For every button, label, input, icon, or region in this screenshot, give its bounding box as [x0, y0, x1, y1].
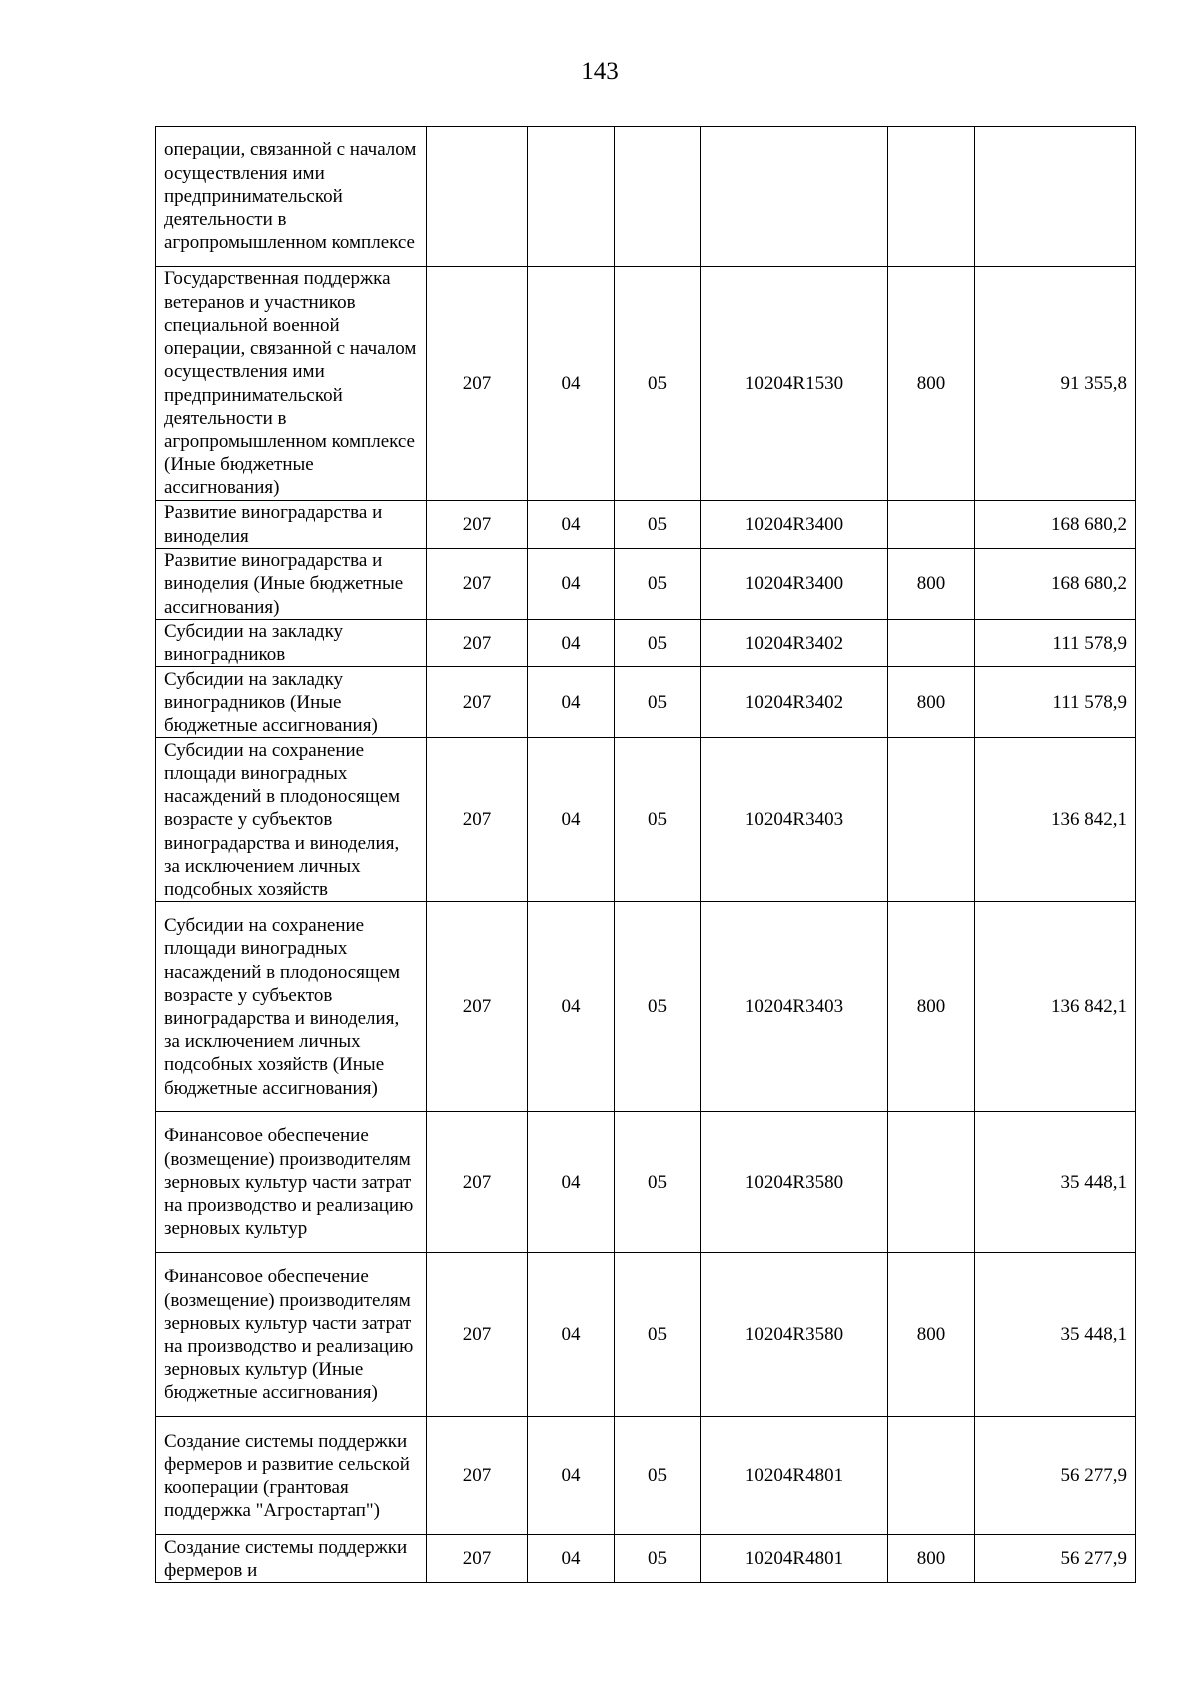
sum-cell: 136 842,1 [975, 738, 1136, 902]
table-row [156, 501, 1136, 549]
row-name-cell [156, 902, 427, 1112]
sum-cell [975, 127, 1136, 267]
sum-cell: 168 680,2 [975, 549, 1136, 620]
row-name: Финансовое обеспечение (возмещение) производителям зерновых культур части затрат на производство и реализацию зерновых культур (Иные бюджетные ассигнования) [164, 1266, 414, 1404]
vr-cell [888, 620, 975, 667]
ved-cell: 207 [427, 1535, 528, 1583]
row-name: Государственная поддержка ветеранов и участников специальной военной операции, связанной с началом осуществления ими предпринимательской деятельности в агропромышленном комплексе (Иные бюджетные ассигнования) [164, 268, 417, 499]
vr-cell: 800 [888, 667, 975, 738]
vr-cell [888, 1417, 975, 1535]
row-name: Финансовое обеспечение (возмещение) производителям зерновых культур части затрат на производство и реализацию зерновых культур [164, 1125, 414, 1240]
pr-cell: 05 [615, 1112, 701, 1253]
row-name-cell [156, 1417, 427, 1535]
table-row [156, 738, 1136, 902]
pr-cell: 05 [615, 1417, 701, 1535]
csr-cell: 10204R4801 [701, 1417, 888, 1535]
row-name-cell [156, 738, 427, 902]
pr-cell: 05 [615, 738, 701, 902]
csr-cell: 10204R3580 [701, 1253, 888, 1417]
row-name-cell [156, 620, 427, 667]
vr-cell: 800 [888, 549, 975, 620]
table-row [156, 267, 1136, 501]
csr-cell: 10204R3403 [701, 902, 888, 1112]
rz-cell: 04 [528, 1112, 615, 1253]
pr-cell [615, 127, 701, 267]
pr-cell: 05 [615, 1253, 701, 1417]
row-name-cell [156, 127, 427, 267]
row-name: Субсидии на сохранение площади виноградных насаждений в плодоносящем возрасте у субъектов виноградарства и виноделия, за исключением личных подсобных хозяйств [164, 739, 401, 900]
ved-cell [427, 127, 528, 267]
vr-cell: 800 [888, 902, 975, 1112]
ved-cell: 207 [427, 501, 528, 549]
row-name-cell [156, 1253, 427, 1417]
csr-cell: 10204R3402 [701, 620, 888, 667]
sum-cell: 35 448,1 [975, 1112, 1136, 1253]
row-name: Создание системы поддержки фермеров и [164, 1536, 408, 1581]
row-name: Субсидии на закладку виноградников [164, 621, 344, 666]
ved-cell: 207 [427, 1253, 528, 1417]
rz-cell: 04 [528, 620, 615, 667]
rz-cell [528, 127, 615, 267]
pr-cell: 05 [615, 1535, 701, 1583]
sum-cell: 136 842,1 [975, 902, 1136, 1112]
table-row [156, 1112, 1136, 1253]
ved-cell: 207 [427, 667, 528, 738]
rz-cell: 04 [528, 1535, 615, 1583]
row-name: Развитие виноградарства и виноделия (Иные бюджетные ассигнования) [164, 550, 404, 618]
sum-cell: 111 578,9 [975, 620, 1136, 667]
row-name: операции, связанной с началом осуществления ими предпринимательской деятельности в агропромышленном комплексе [164, 139, 417, 254]
rz-cell: 04 [528, 738, 615, 902]
vr-cell [888, 501, 975, 549]
sum-cell: 111 578,9 [975, 667, 1136, 738]
row-name: Субсидии на сохранение площади виноградных насаждений в плодоносящем возрасте у субъектов виноградарства и виноделия, за исключением личных подсобных хозяйств (Иные бюджетные ассигнования) [164, 915, 401, 1099]
ved-cell: 207 [427, 1417, 528, 1535]
sum-cell: 56 277,9 [975, 1535, 1136, 1583]
csr-cell: 10204R1530 [701, 267, 888, 501]
row-name-cell [156, 1535, 427, 1583]
row-name-cell [156, 667, 427, 738]
vr-cell: 800 [888, 1253, 975, 1417]
csr-cell: 10204R4801 [701, 1535, 888, 1583]
csr-cell: 10204R3400 [701, 501, 888, 549]
rz-cell: 04 [528, 902, 615, 1112]
table-row [156, 549, 1136, 620]
pr-cell: 05 [615, 667, 701, 738]
table-row [156, 1535, 1136, 1583]
row-name-cell [156, 501, 427, 549]
row-name-cell [156, 1112, 427, 1253]
page-number: 143 [581, 58, 619, 85]
vr-cell: 800 [888, 267, 975, 501]
rz-cell: 04 [528, 667, 615, 738]
row-name: Субсидии на закладку виноградников (Иные бюджетные ассигнования) [164, 668, 378, 736]
table-row [156, 127, 1136, 267]
rz-cell: 04 [528, 1417, 615, 1535]
csr-cell: 10204R3400 [701, 549, 888, 620]
sum-cell: 91 355,8 [975, 267, 1136, 501]
csr-cell: 10204R3580 [701, 1112, 888, 1253]
sum-cell: 35 448,1 [975, 1253, 1136, 1417]
rz-cell: 04 [528, 267, 615, 501]
table-row [156, 1417, 1136, 1535]
ved-cell: 207 [427, 1112, 528, 1253]
sum-cell: 168 680,2 [975, 501, 1136, 549]
row-name-cell [156, 267, 427, 501]
vr-cell: 800 [888, 1535, 975, 1583]
table-row [156, 902, 1136, 1112]
budget-table [155, 126, 1136, 1583]
vr-cell [888, 127, 975, 267]
sum-cell: 56 277,9 [975, 1417, 1136, 1535]
rz-cell: 04 [528, 549, 615, 620]
row-name-cell [156, 549, 427, 620]
ved-cell: 207 [427, 267, 528, 501]
rz-cell: 04 [528, 501, 615, 549]
ved-cell: 207 [427, 549, 528, 620]
csr-cell: 10204R3402 [701, 667, 888, 738]
pr-cell: 05 [615, 620, 701, 667]
vr-cell [888, 1112, 975, 1253]
table-row [156, 1253, 1136, 1417]
csr-cell: 10204R3403 [701, 738, 888, 902]
ved-cell: 207 [427, 738, 528, 902]
ved-cell: 207 [427, 620, 528, 667]
table-row [156, 667, 1136, 738]
ved-cell: 207 [427, 902, 528, 1112]
pr-cell: 05 [615, 501, 701, 549]
pr-cell: 05 [615, 902, 701, 1112]
row-name: Развитие виноградарства и виноделия [164, 502, 383, 547]
table-row [156, 620, 1136, 667]
pr-cell: 05 [615, 549, 701, 620]
pr-cell: 05 [615, 267, 701, 501]
csr-cell [701, 127, 888, 267]
row-name: Создание системы поддержки фермеров и развитие сельской кооперации (грантовая поддержка "Агростартап") [164, 1430, 410, 1522]
vr-cell [888, 738, 975, 902]
rz-cell: 04 [528, 1253, 615, 1417]
